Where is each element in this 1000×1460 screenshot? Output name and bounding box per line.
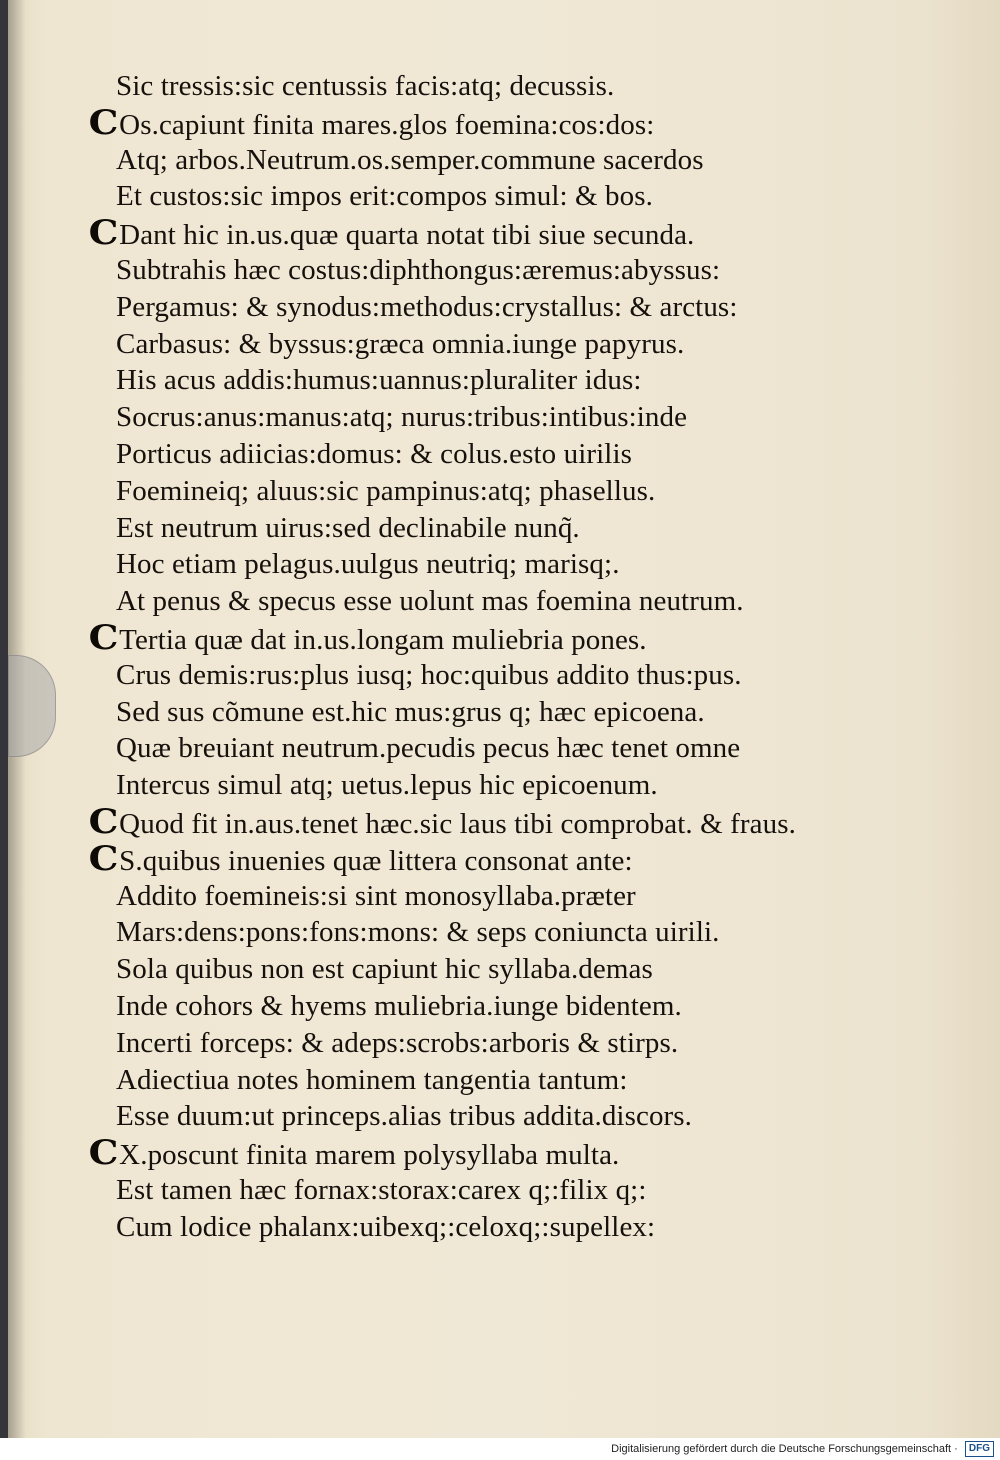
line-text: Quod fit in.aus.tenet hæc.sic laus tibi comprobat. & fraus. xyxy=(119,807,796,840)
book-page xyxy=(8,0,1000,1438)
line-text: Quæ breuiant neutrum.pecudis pecus hæc tenet omne xyxy=(116,732,741,765)
line-text: X.poscunt finita marem polysyllaba multa. xyxy=(119,1139,620,1172)
text-line xyxy=(90,878,950,915)
main-text xyxy=(90,68,950,1246)
text-line xyxy=(90,988,950,1025)
paragraph-start-line xyxy=(88,102,950,143)
dfg-logo: DFG xyxy=(965,1441,994,1457)
paragraph-start-line xyxy=(88,838,950,879)
line-text: Dant hic in.us.quæ quarta notat tibi siue secunda. xyxy=(119,219,695,252)
text-line xyxy=(90,289,950,326)
text-line xyxy=(90,178,950,215)
line-text: Mars:dens:pons:fons:mons: & seps coniuncta uirili. xyxy=(116,916,720,949)
paragraph-start-line xyxy=(90,1135,950,1172)
line-text: Inde cohors & hyems muliebria.iunge bidentem. xyxy=(116,989,682,1022)
text-line xyxy=(90,767,950,804)
line-text: Subtrahis hæc costus:diphthongus:æremus:abyssus: xyxy=(116,253,721,286)
footer-credit: Digitalisierung gefördert durch die Deutsche Forschungsgemeinschaft · xyxy=(611,1443,958,1456)
paragraph-mark-icon: C xyxy=(88,102,119,143)
text-line xyxy=(90,436,950,473)
line-text: Sed sus cõmune est.hic mus:grus q; hæc epicoena. xyxy=(116,695,705,728)
line-text: Cum lodice phalanx:uibexq;:celoxq;:supellex: xyxy=(116,1210,656,1243)
text-line xyxy=(90,546,950,583)
text-line xyxy=(90,399,950,436)
text-line xyxy=(90,142,950,179)
line-text: S.quibus inuenies quæ littera consonat ante: xyxy=(119,844,633,877)
text-line xyxy=(90,914,950,951)
paragraph-start-line xyxy=(88,801,950,842)
line-text: Et custos:sic impos erit:compos simul: & bos. xyxy=(116,180,653,213)
text-line xyxy=(90,1209,950,1246)
text-line xyxy=(90,1025,950,1062)
text-line xyxy=(90,694,950,731)
text-line xyxy=(90,583,950,620)
line-text: Intercus simul atq; uetus.lepus hic epicoenum. xyxy=(116,769,658,802)
line-text: Est neutrum uirus:sed declinabile nunq̃. xyxy=(116,511,580,544)
line-text: Incerti forceps: & adeps:scrobs:arboris & stirps. xyxy=(116,1026,679,1059)
paragraph-mark-icon: C xyxy=(88,1133,119,1174)
text-line xyxy=(90,510,950,547)
line-text: Crus demis:rus:plus iusq; hoc:quibus addito thus:pus. xyxy=(116,658,742,691)
line-text: Atq; arbos.Neutrum.os.semper.commune sacerdos xyxy=(116,143,704,176)
line-text: Hoc etiam pelagus.uulgus neutriq; marisq;. xyxy=(116,548,620,581)
line-text: Foemineiq; aluus:sic pampinus:atq; phasellus. xyxy=(116,474,656,507)
clip-shadow xyxy=(8,655,56,757)
line-text: Tertia quæ dat in.us.longam muliebria pones. xyxy=(119,623,647,656)
text-line xyxy=(90,1172,950,1209)
paragraph-mark-icon: C xyxy=(88,801,119,842)
line-text: Os.capiunt finita mares.glos foemina:cos:dos: xyxy=(119,108,655,141)
line-text: Esse duum:ut princeps.alias tribus addita.discors. xyxy=(116,1100,693,1133)
line-text: Socrus:anus:manus:atq; nurus:tribus:intibus:inde xyxy=(116,401,688,434)
line-text: Porticus adiicias:domus: & colus.esto uirilis xyxy=(116,437,632,470)
line-text: His acus addis:humus:uannus:pluraliter idus: xyxy=(116,364,642,397)
paragraph-mark-icon: C xyxy=(88,617,119,658)
line-text: Adiectiua notes hominem tangentia tantum: xyxy=(116,1063,628,1096)
line-text: At penus & specus esse uolunt mas foemina neutrum. xyxy=(116,585,744,618)
line-text: Sic tressis:sic centussis facis:atq; decussis. xyxy=(116,70,615,102)
text-line xyxy=(90,362,950,399)
paragraph-mark-icon: C xyxy=(88,838,119,879)
footer xyxy=(0,1438,1000,1460)
text-line xyxy=(90,951,950,988)
line-text: Carbasus: & byssus:græca omnia.iunge papyrus. xyxy=(116,327,685,360)
text-line xyxy=(90,252,950,289)
text-line xyxy=(90,730,950,767)
text-line xyxy=(90,473,950,510)
paragraph-start-line xyxy=(90,215,950,252)
paragraph-start-line xyxy=(88,617,950,658)
text-line xyxy=(90,657,950,694)
line-text: Est tamen hæc fornax:storax:carex q;:filix q;: xyxy=(116,1173,647,1206)
line-text: Pergamus: & synodus:methodus:crystallus: & arctus: xyxy=(116,290,738,323)
text-line xyxy=(90,68,950,105)
text-line xyxy=(90,1062,950,1099)
paragraph-mark-icon: C xyxy=(88,213,119,254)
line-text: Sola quibus non est capiunt hic syllaba.demas xyxy=(116,953,653,986)
text-line xyxy=(90,326,950,363)
text-line xyxy=(90,1098,950,1135)
line-text: Addito foemineis:si sint monosyllaba.præter xyxy=(116,879,636,912)
